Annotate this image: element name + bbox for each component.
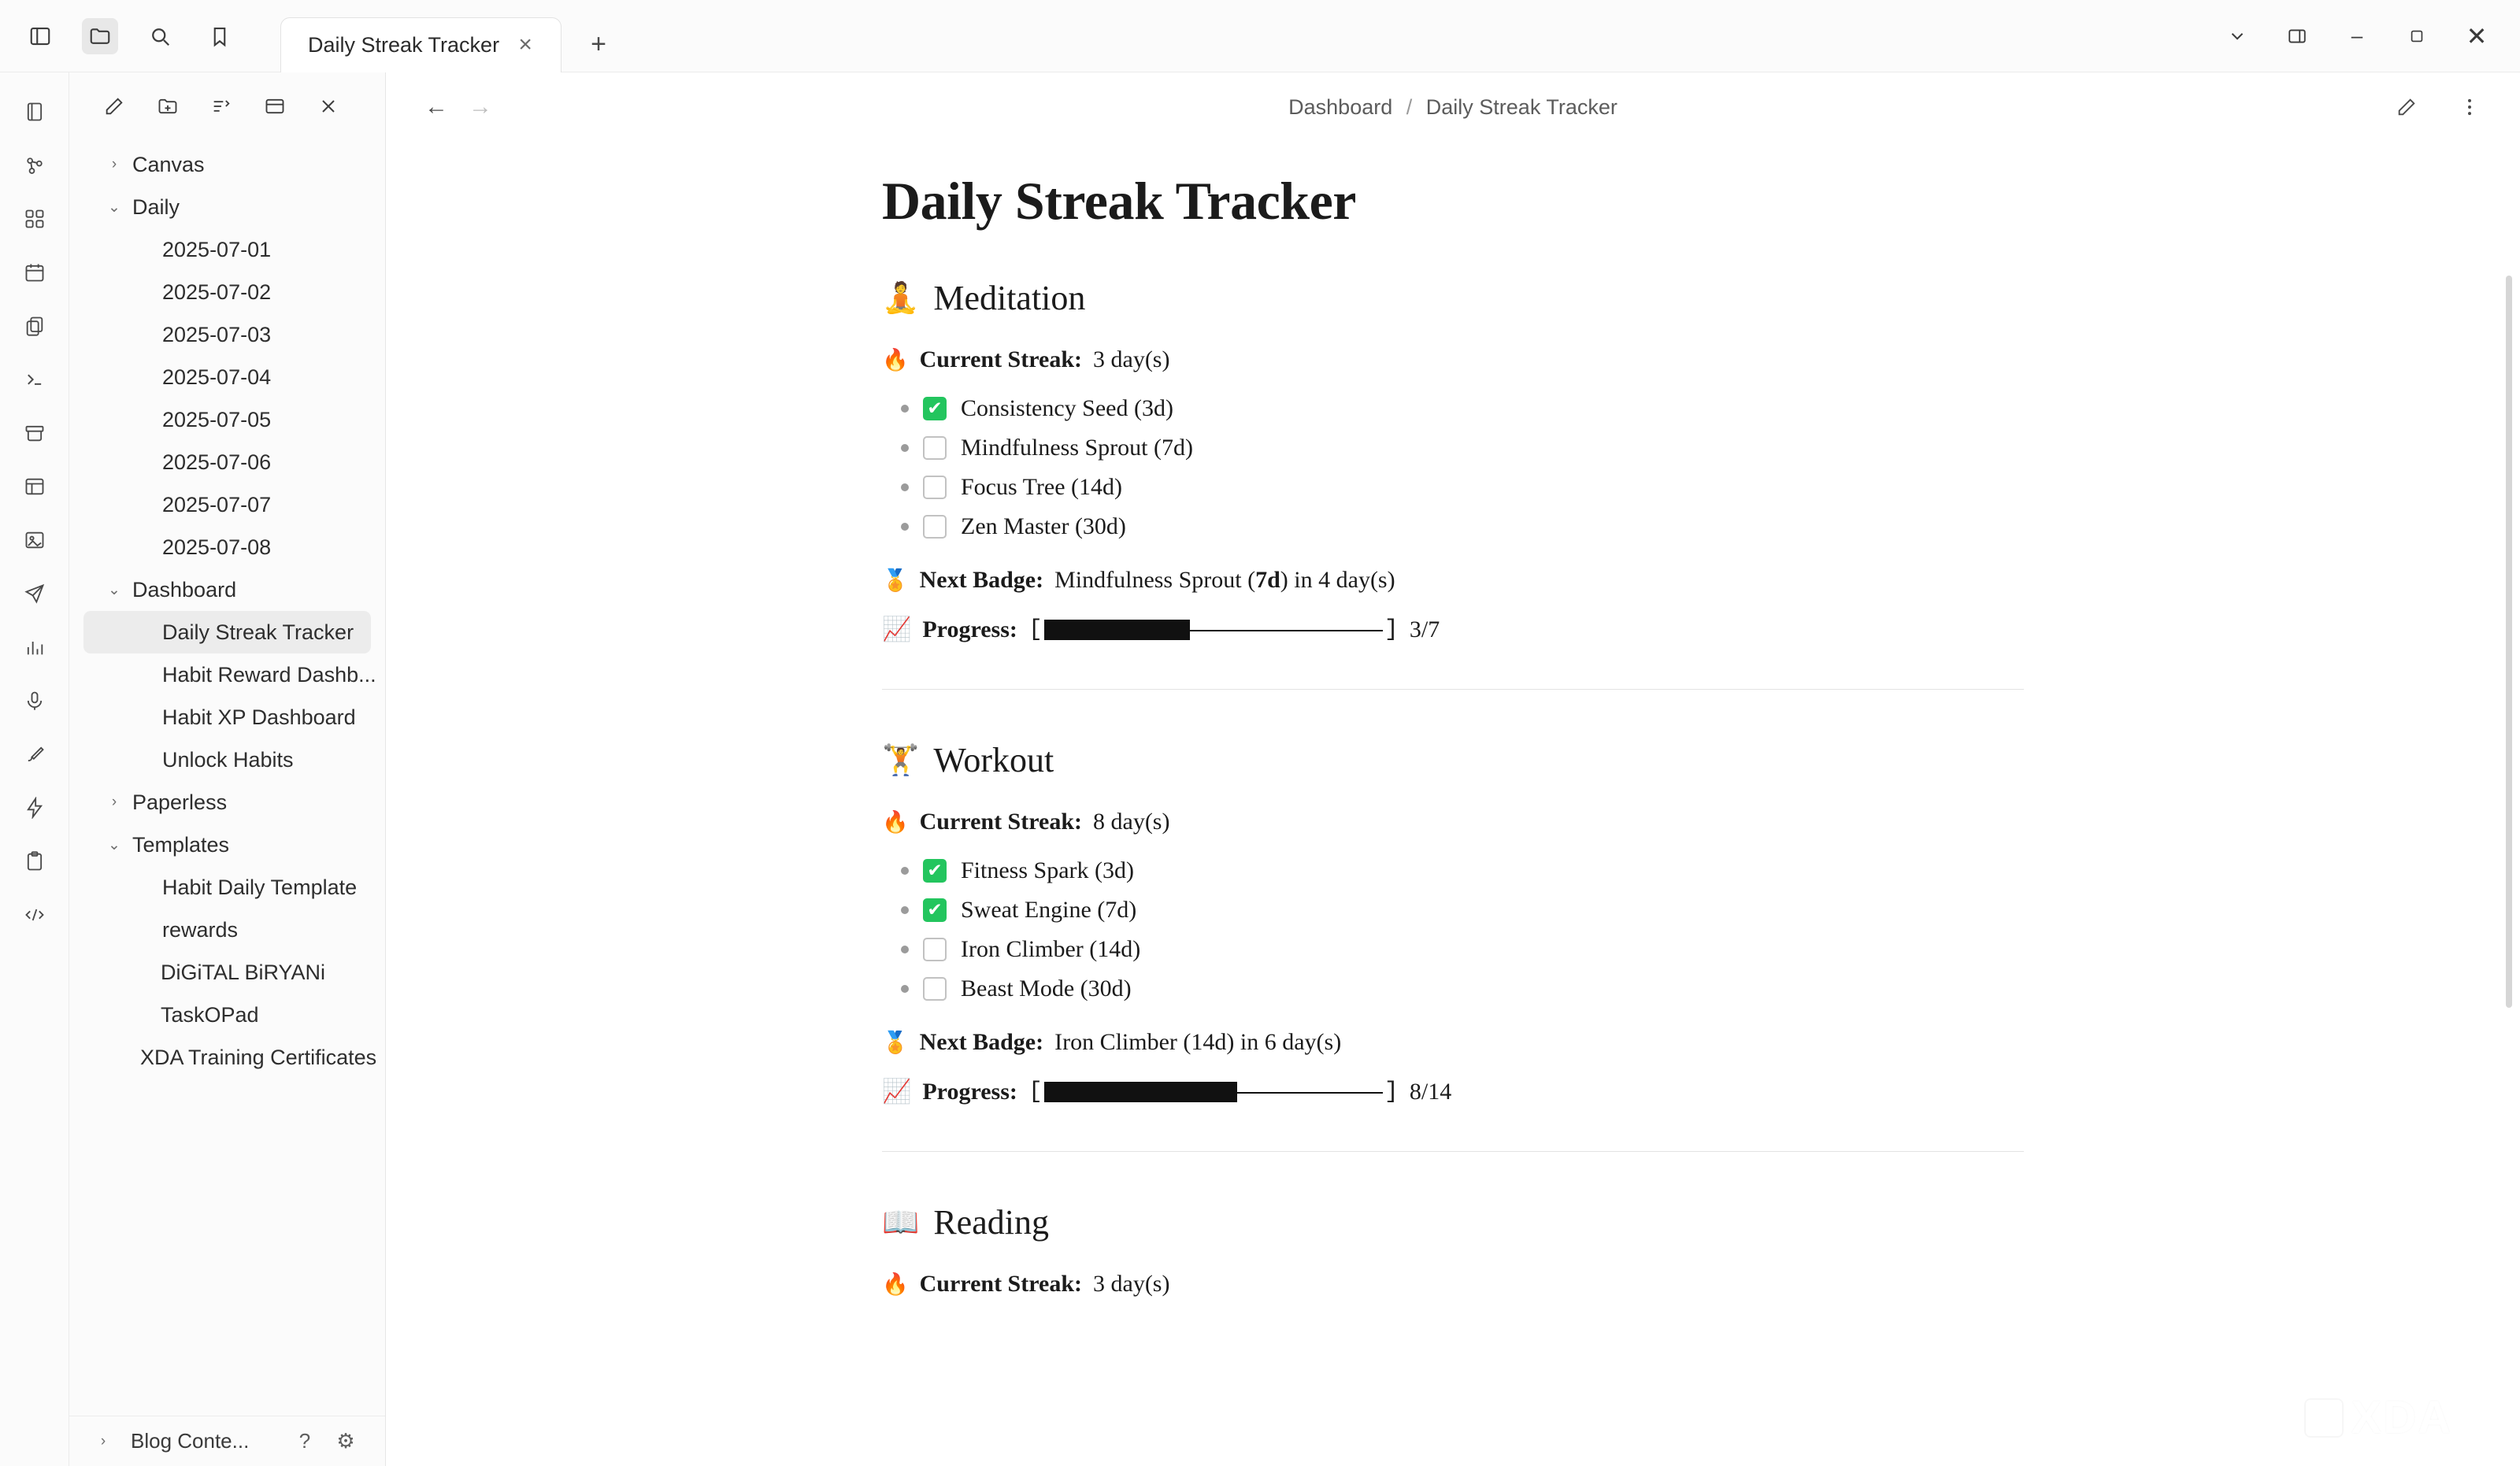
tree-item-label: 2025-07-01 bbox=[162, 237, 272, 261]
document-header bbox=[386, 72, 2520, 142]
section-heading bbox=[882, 1202, 2024, 1242]
table-icon[interactable] bbox=[13, 466, 57, 507]
code-icon[interactable] bbox=[13, 894, 57, 935]
sections-container bbox=[882, 278, 2024, 1298]
calendar-icon[interactable] bbox=[13, 252, 57, 293]
tree-item-label: 2025-07-03 bbox=[162, 322, 272, 346]
badge-list bbox=[882, 857, 2024, 1002]
next-badge-value-pre: Mindfulness Sprout ( bbox=[1054, 567, 1256, 593]
current-streak-label: Current Streak: bbox=[919, 809, 1082, 835]
bullet-icon bbox=[901, 946, 909, 953]
terminal-icon[interactable] bbox=[13, 359, 57, 400]
tree-item-label: Dashboard bbox=[132, 577, 237, 602]
sort-icon[interactable] bbox=[203, 90, 239, 123]
checkbox-icon[interactable]: ✔ bbox=[923, 397, 947, 420]
badge-label: Consistency Seed (3d) bbox=[961, 395, 1173, 421]
tree-item[interactable] bbox=[83, 653, 376, 696]
fire-icon: 🔥 bbox=[882, 810, 909, 835]
chevron-down-icon[interactable]: ⌄ bbox=[108, 198, 120, 216]
section-divider bbox=[882, 689, 2024, 690]
tree-item-label: Templates bbox=[132, 832, 230, 857]
tree-item[interactable] bbox=[83, 824, 371, 866]
chart-icon: 📈 bbox=[882, 616, 912, 643]
section-emoji-icon: 🏋️ bbox=[882, 742, 920, 777]
checkbox-icon[interactable] bbox=[923, 938, 947, 961]
tree-item[interactable] bbox=[83, 951, 371, 994]
send-icon[interactable] bbox=[13, 573, 57, 614]
copy-icon[interactable] bbox=[13, 305, 57, 346]
help-icon[interactable]: ? bbox=[298, 1429, 311, 1453]
section-divider bbox=[882, 1151, 2024, 1152]
tree-item-label: XDA Training Certificates bbox=[140, 1045, 377, 1069]
section-emoji-icon: 📖 bbox=[882, 1205, 920, 1239]
app-body bbox=[0, 72, 2520, 1466]
badge-label: Focus Tree (14d) bbox=[961, 474, 1123, 500]
tree-item[interactable] bbox=[83, 483, 371, 526]
sidebar-footer-label[interactable]: Blog Conte... bbox=[131, 1429, 250, 1453]
icon-rail bbox=[0, 72, 69, 1466]
breadcrumb-separator: / bbox=[1406, 94, 1413, 119]
tree-item[interactable] bbox=[83, 568, 371, 611]
bracket-left: [ bbox=[1028, 1078, 1043, 1105]
bracket-right: ] bbox=[1384, 1078, 1399, 1105]
tree-item[interactable] bbox=[83, 441, 371, 483]
current-streak-value: 3 day(s) bbox=[1093, 346, 1170, 372]
badge-list bbox=[882, 395, 2024, 540]
next-badge-label: Next Badge: bbox=[919, 1029, 1044, 1055]
chevron-right-icon[interactable]: › bbox=[100, 1432, 106, 1449]
tree-item-label: 2025-07-08 bbox=[162, 535, 272, 559]
new-folder-icon[interactable] bbox=[150, 90, 186, 123]
breadcrumb-parent[interactable]: Dashboard bbox=[1288, 94, 1393, 119]
file-tree bbox=[69, 137, 385, 1466]
tree-item[interactable] bbox=[83, 866, 371, 909]
badge-item bbox=[901, 513, 2024, 540]
close-icon[interactable]: × bbox=[518, 31, 532, 57]
tab-daily-streak-tracker[interactable] bbox=[280, 17, 561, 72]
next-badge-value-pre: Iron Climber (14d) in 6 day(s) bbox=[1054, 1029, 1342, 1055]
progress-label: Progress: bbox=[922, 616, 1017, 642]
progress-track bbox=[1044, 620, 1383, 640]
forward-button[interactable]: → bbox=[469, 94, 492, 120]
tree-item-label: Habit Daily Template bbox=[162, 875, 358, 899]
new-note-icon[interactable] bbox=[96, 90, 132, 123]
search-icon[interactable] bbox=[142, 18, 178, 54]
tree-item[interactable] bbox=[83, 356, 371, 398]
current-streak-value: 3 day(s) bbox=[1093, 1271, 1170, 1297]
section-title: Workout bbox=[933, 741, 1054, 779]
badge-item bbox=[901, 897, 2024, 924]
title-bar bbox=[0, 0, 2520, 72]
habit-section bbox=[882, 1202, 2024, 1298]
gear-icon[interactable]: ⚙ bbox=[336, 1429, 355, 1453]
progress-row bbox=[882, 1078, 2024, 1105]
bullet-icon bbox=[901, 483, 909, 491]
tree-item[interactable] bbox=[83, 909, 371, 951]
tab-label: Daily Streak Tracker bbox=[308, 32, 500, 57]
tree-item[interactable] bbox=[83, 526, 371, 568]
tree-item-label: Paperless bbox=[132, 790, 228, 814]
watermark-logo-icon bbox=[2306, 1400, 2342, 1436]
stats-icon[interactable] bbox=[13, 627, 57, 668]
document-content bbox=[882, 142, 2024, 1298]
section-title: Meditation bbox=[933, 279, 1086, 317]
tree-item-label: 2025-07-06 bbox=[162, 450, 272, 474]
tree-item-label: 2025-07-05 bbox=[162, 407, 272, 431]
mic-icon[interactable] bbox=[13, 680, 57, 721]
bullet-icon bbox=[901, 405, 909, 413]
progress-text: 3/7 bbox=[1409, 616, 1440, 642]
watermark-text: XDA bbox=[2351, 1392, 2452, 1443]
breadcrumb-current[interactable]: Daily Streak Tracker bbox=[1425, 94, 1618, 119]
badge-label: Sweat Engine (7d) bbox=[961, 897, 1137, 923]
bullet-icon bbox=[901, 985, 909, 993]
tree-item[interactable] bbox=[83, 611, 371, 653]
section-emoji-icon: 🧘 bbox=[882, 280, 920, 315]
badge-item bbox=[901, 975, 2024, 1002]
next-badge-value bbox=[1054, 567, 1395, 594]
bolt-icon[interactable] bbox=[13, 787, 57, 828]
clipboard-icon[interactable] bbox=[13, 841, 57, 882]
bullet-icon bbox=[901, 906, 909, 914]
current-streak-label: Current Streak: bbox=[919, 346, 1082, 372]
file-sidebar bbox=[69, 72, 386, 1466]
badge-item bbox=[901, 857, 2024, 884]
tree-item[interactable] bbox=[83, 313, 371, 356]
tree-item[interactable] bbox=[83, 398, 371, 441]
tree-item-label: Habit Reward Dashb... bbox=[162, 662, 376, 687]
progress-bar bbox=[1028, 1079, 1399, 1105]
tree-item-label: Daily Streak Tracker bbox=[162, 620, 354, 644]
section-heading bbox=[882, 740, 2024, 780]
sidebar-toggle-icon[interactable] bbox=[22, 18, 58, 54]
next-badge-value bbox=[1054, 1029, 1341, 1056]
titlebar-left-icons bbox=[0, 18, 261, 54]
tree-item[interactable] bbox=[83, 186, 371, 228]
bullet-icon bbox=[901, 867, 909, 875]
next-badge-value-post: ) in 4 day(s) bbox=[1280, 567, 1395, 593]
blocks-icon[interactable] bbox=[13, 198, 57, 239]
badge-label: Iron Climber (14d) bbox=[961, 936, 1141, 962]
medal-icon: 🏅 bbox=[882, 568, 909, 593]
medal-icon: 🏅 bbox=[882, 1031, 909, 1055]
tree-item[interactable] bbox=[83, 781, 371, 824]
current-streak-row bbox=[882, 1271, 2024, 1298]
badge-label: Beast Mode (30d) bbox=[961, 975, 1132, 1001]
progress-bar bbox=[1028, 616, 1399, 643]
badge-item bbox=[901, 435, 2024, 461]
tree-item-label: Canvas bbox=[132, 152, 205, 176]
close-panel-icon[interactable] bbox=[310, 90, 346, 123]
chevron-down-icon[interactable]: ⌄ bbox=[108, 836, 120, 853]
vertical-scrollbar[interactable] bbox=[2506, 276, 2512, 1008]
tree-item-label: 2025-07-07 bbox=[162, 492, 272, 516]
next-badge-label: Next Badge: bbox=[919, 567, 1044, 593]
progress-fill bbox=[1044, 1082, 1237, 1102]
page-title: Daily Streak Tracker bbox=[882, 171, 1356, 231]
tree-item-label: 2025-07-02 bbox=[162, 280, 272, 304]
bracket-right: ] bbox=[1384, 616, 1399, 643]
bullet-icon bbox=[901, 523, 909, 531]
sidebar-footer bbox=[69, 1416, 385, 1466]
section-heading bbox=[882, 278, 2024, 318]
tree-item-label: Habit XP Dashboard bbox=[162, 705, 356, 729]
document-scroll-area[interactable] bbox=[386, 142, 2520, 1466]
image-icon[interactable] bbox=[13, 520, 57, 561]
maximize-button[interactable] bbox=[2389, 10, 2444, 62]
progress-row bbox=[882, 616, 2024, 643]
tree-item-label: DiGiTAL BiRYANi bbox=[161, 960, 326, 984]
journal-icon[interactable] bbox=[13, 91, 57, 132]
brush-icon[interactable] bbox=[13, 734, 57, 775]
checkbox-icon[interactable]: ✔ bbox=[923, 859, 947, 883]
minimize-button[interactable]: – bbox=[2351, 24, 2363, 47]
next-badge-value-bold: 7d bbox=[1255, 567, 1280, 593]
badge-label: Fitness Spark (3d) bbox=[961, 857, 1134, 883]
chart-icon: 📈 bbox=[882, 1078, 912, 1105]
habit-section bbox=[882, 740, 2024, 1105]
tree-item[interactable] bbox=[83, 1036, 377, 1079]
progress-text: 8/14 bbox=[1409, 1078, 1452, 1105]
progress-fill bbox=[1044, 620, 1190, 640]
tree-item-label: TaskOPad bbox=[161, 1002, 259, 1027]
tree-item[interactable] bbox=[83, 228, 371, 271]
chevron-down-icon[interactable]: ⌄ bbox=[108, 581, 120, 598]
progress-remainder bbox=[1190, 630, 1383, 631]
tree-item-label: Daily bbox=[132, 194, 180, 219]
habit-section bbox=[882, 278, 2024, 643]
graph-icon[interactable] bbox=[13, 145, 57, 186]
current-streak-label: Current Streak: bbox=[919, 1271, 1082, 1297]
tab-strip bbox=[261, 0, 613, 72]
window-close-button[interactable]: ✕ bbox=[2466, 21, 2488, 50]
back-button[interactable]: ← bbox=[424, 94, 448, 120]
checkbox-icon[interactable] bbox=[923, 977, 947, 1001]
progress-remainder bbox=[1237, 1092, 1383, 1094]
tree-item-label: Unlock Habits bbox=[162, 747, 294, 772]
badge-label: Mindfulness Sprout (7d) bbox=[961, 435, 1193, 461]
collapse-icon[interactable] bbox=[257, 90, 293, 123]
tree-item-label: 2025-07-04 bbox=[162, 365, 272, 389]
new-tab-button[interactable]: + bbox=[591, 29, 606, 59]
progress-label: Progress: bbox=[922, 1078, 1017, 1105]
checkbox-icon[interactable] bbox=[923, 515, 947, 539]
next-badge-row bbox=[882, 1029, 2024, 1056]
current-streak-value: 8 day(s) bbox=[1093, 809, 1170, 835]
watermark bbox=[2306, 1391, 2452, 1444]
checkbox-icon[interactable] bbox=[923, 436, 947, 460]
tree-item[interactable] bbox=[83, 271, 371, 313]
tree-item-label: rewards bbox=[162, 917, 239, 942]
tree-item[interactable] bbox=[83, 994, 371, 1036]
archive-icon[interactable] bbox=[13, 413, 57, 453]
current-streak-row bbox=[882, 809, 2024, 835]
bracket-left: [ bbox=[1028, 616, 1043, 643]
fire-icon: 🔥 bbox=[882, 1272, 909, 1297]
badge-item bbox=[901, 395, 2024, 422]
badge-item bbox=[901, 474, 2024, 501]
current-streak-row bbox=[882, 346, 2024, 373]
section-title: Reading bbox=[933, 1203, 1049, 1242]
next-badge-row bbox=[882, 567, 2024, 594]
titlebar-right bbox=[2210, 10, 2520, 62]
tree-item[interactable] bbox=[83, 739, 371, 781]
fire-icon: 🔥 bbox=[882, 348, 909, 372]
chevron-down-icon[interactable] bbox=[2210, 10, 2265, 62]
tree-item[interactable] bbox=[83, 143, 371, 186]
document-pane bbox=[386, 72, 2520, 1466]
checkbox-icon[interactable] bbox=[923, 476, 947, 499]
tree-item[interactable] bbox=[83, 696, 371, 739]
sidebar-toolbar bbox=[69, 72, 385, 137]
folder-icon[interactable] bbox=[82, 18, 118, 54]
bookmark-icon[interactable] bbox=[202, 18, 238, 54]
bullet-icon bbox=[901, 444, 909, 452]
badge-item bbox=[901, 936, 2024, 963]
checkbox-icon[interactable]: ✔ bbox=[923, 898, 947, 922]
chevron-right-icon[interactable]: › bbox=[111, 156, 117, 172]
progress-track bbox=[1044, 1082, 1383, 1102]
breadcrumb bbox=[386, 95, 2520, 120]
badge-label: Zen Master (30d) bbox=[961, 513, 1126, 539]
right-panel-icon[interactable] bbox=[2270, 10, 2325, 62]
chevron-right-icon[interactable]: › bbox=[111, 794, 117, 810]
